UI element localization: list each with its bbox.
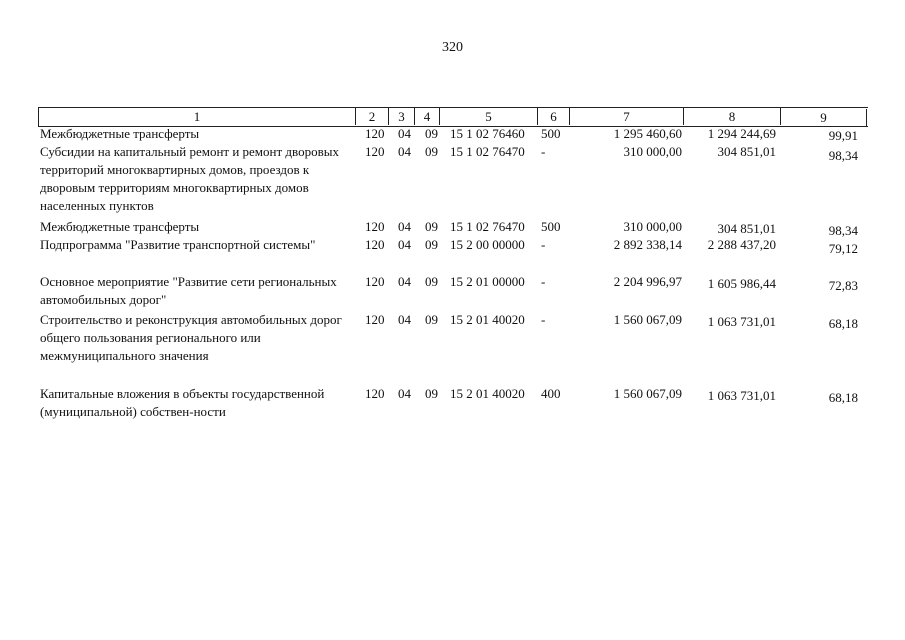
row-percent: 72,83 (828, 278, 858, 293)
column-header-6: 6 (538, 108, 570, 125)
row-code-5: 15 2 01 00000 (450, 274, 525, 289)
row-code-5: 15 2 01 40020 (450, 386, 525, 401)
row-code-2: 120 (365, 237, 385, 252)
row-name: Строительство и реконструкция автомобильных дорог общего пользования регионального или межмуниципального значения (40, 312, 342, 363)
row-code-3: 04 (398, 144, 411, 159)
row-code-6: 400 (541, 386, 561, 401)
row-code-4: 09 (425, 144, 438, 159)
row-code-4: 09 (425, 237, 438, 252)
row-plan: 1 560 067,09 (613, 312, 682, 327)
row-code-4: 09 (425, 312, 438, 327)
row-code-6: - (541, 312, 546, 327)
row-percent: 98,34 (828, 223, 858, 238)
row-name: Подпрограмма "Развитие транспортной системы" (40, 237, 316, 252)
row-code-5: 15 2 01 40020 (450, 312, 525, 327)
row-code-4: 09 (425, 386, 438, 401)
column-header-7: 7 (570, 108, 684, 125)
column-header-5: 5 (440, 108, 538, 125)
row-plan: 310 000,00 (623, 219, 682, 234)
row-actual: 2 288 437,20 (707, 237, 776, 252)
row-code-2: 120 (365, 144, 385, 159)
row-code-5: 15 1 02 76470 (450, 219, 525, 234)
row-code-2: 120 (365, 219, 385, 234)
row-percent: 68,18 (828, 316, 858, 331)
row-code-6: - (541, 237, 546, 252)
column-header-3: 3 (389, 108, 415, 125)
page-number: 320 (442, 40, 463, 55)
row-code-3: 04 (398, 312, 411, 327)
row-percent: 98,34 (828, 148, 858, 163)
column-header-9: 9 (781, 109, 867, 127)
row-code-2: 120 (365, 386, 385, 401)
row-code-6: 500 (541, 126, 561, 141)
row-code-3: 04 (398, 237, 411, 252)
row-plan: 2 892 338,14 (613, 237, 682, 252)
row-code-2: 120 (365, 274, 385, 289)
row-name: Межбюджетные трансферты (40, 126, 200, 141)
column-header-4: 4 (415, 108, 440, 125)
row-percent: 99,91 (828, 128, 858, 143)
row-code-2: 120 (365, 312, 385, 327)
row-code-4: 09 (425, 219, 438, 234)
row-name: Основное мероприятие "Развитие сети региональных автомобильных дорог" (40, 274, 337, 307)
row-code-3: 04 (398, 126, 411, 141)
row-code-2: 120 (365, 126, 385, 141)
row-actual: 304 851,01 (717, 221, 776, 236)
row-name: Межбюджетные трансферты (40, 219, 200, 234)
row-name: Капитальные вложения в объекты государственной (муниципальной) собствен-ности (40, 386, 325, 419)
row-code-3: 04 (398, 274, 411, 289)
row-plan: 2 204 996,97 (613, 274, 682, 289)
row-actual: 1 294 244,69 (707, 126, 776, 141)
row-code-6: 500 (541, 219, 561, 234)
row-percent: 79,12 (828, 241, 858, 256)
row-actual: 1 605 986,44 (707, 276, 776, 291)
row-code-3: 04 (398, 219, 411, 234)
row-code-5: 15 2 00 00000 (450, 237, 525, 252)
table-header (38, 107, 868, 127)
row-plan: 1 295 460,60 (613, 126, 682, 141)
row-percent: 68,18 (828, 390, 858, 405)
row-plan: 310 000,00 (623, 144, 682, 159)
column-header-1: 1 (39, 108, 356, 125)
row-code-4: 09 (425, 274, 438, 289)
row-actual: 1 063 731,01 (707, 314, 776, 329)
row-code-3: 04 (398, 386, 411, 401)
row-actual: 1 063 731,01 (707, 388, 776, 403)
column-header-8: 8 (684, 108, 781, 125)
row-actual: 304 851,01 (717, 144, 776, 159)
row-code-5: 15 1 02 76470 (450, 144, 525, 159)
row-code-6: - (541, 274, 546, 289)
column-header-2: 2 (356, 108, 389, 125)
row-name: Субсидии на капитальный ремонт и ремонт дворовых территорий многоквартирных домов, проездов к дворовым территориям многоквартирных домов населенных пунктов (40, 144, 339, 213)
row-code-4: 09 (425, 126, 438, 141)
row-code-5: 15 1 02 76460 (450, 126, 525, 141)
row-code-6: - (541, 144, 546, 159)
row-plan: 1 560 067,09 (613, 386, 682, 401)
